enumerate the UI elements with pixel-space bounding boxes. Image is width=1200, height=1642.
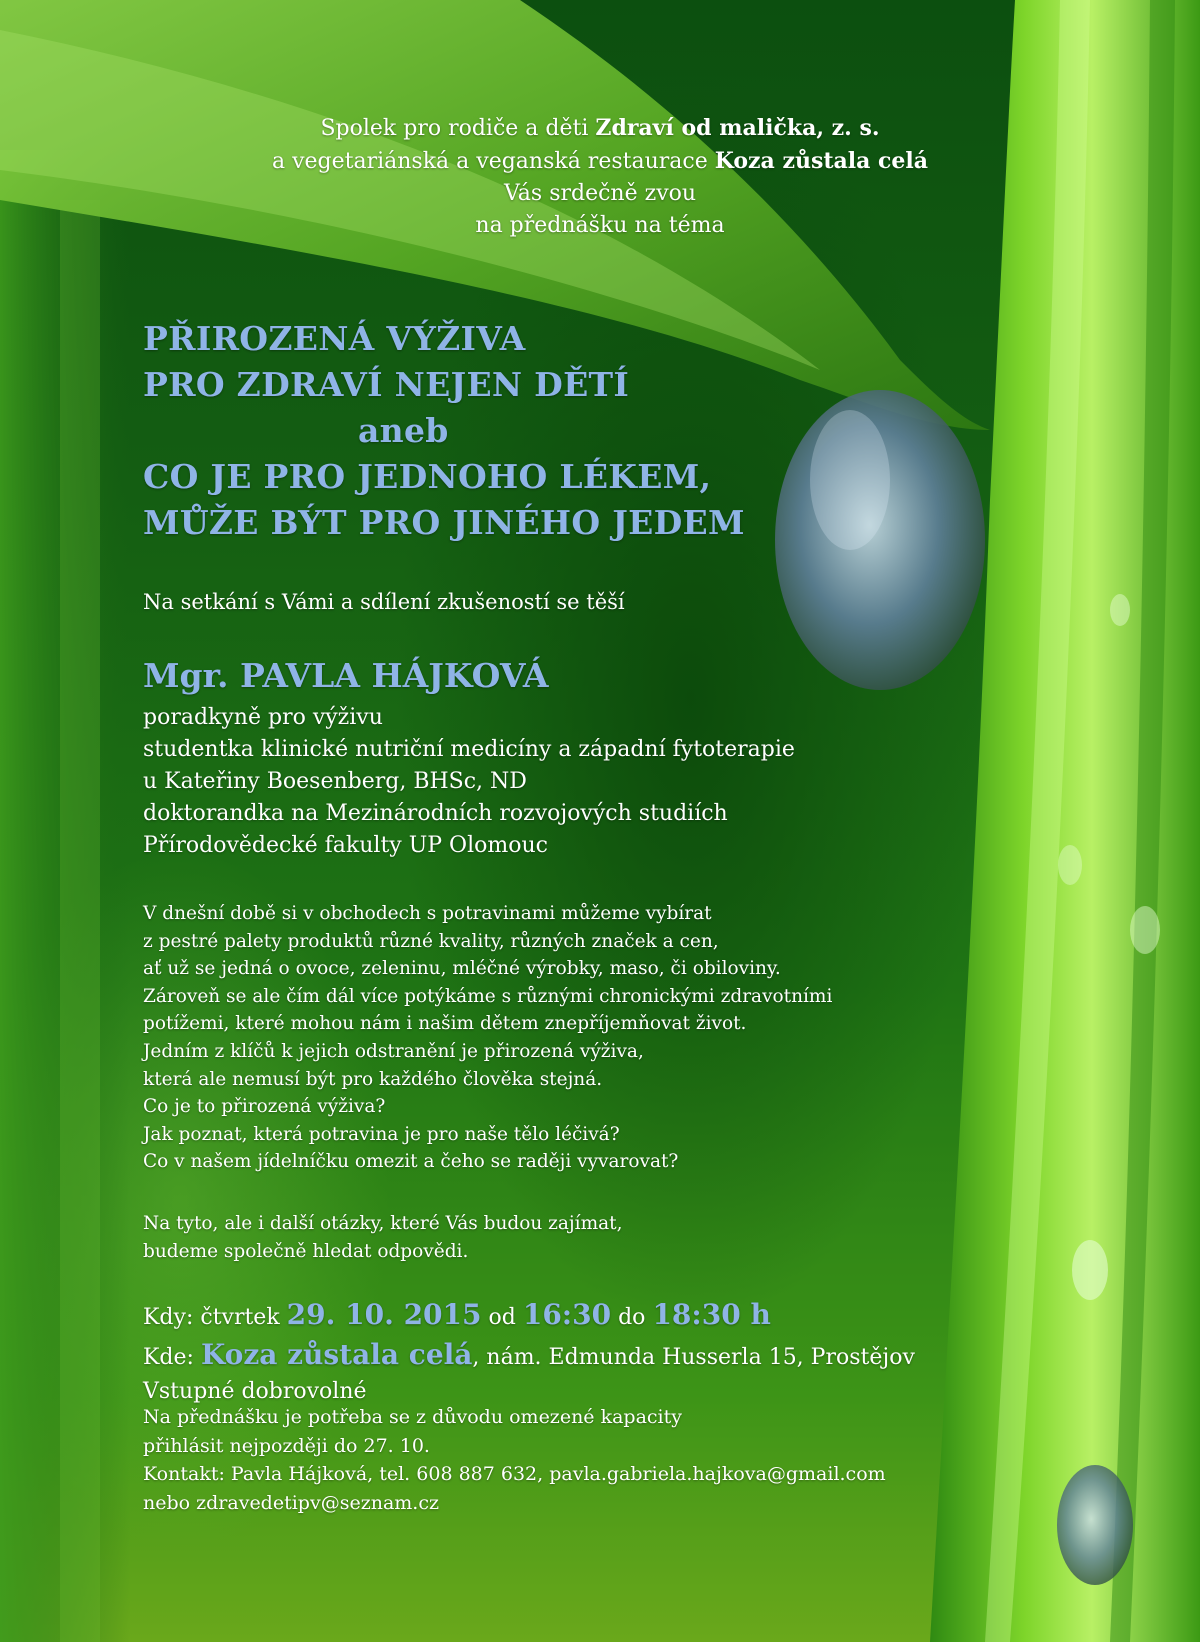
title-line-aneb: aneb [358, 411, 449, 450]
title-line: PRO ZDRAVÍ NEJEN DĚTÍ [143, 365, 630, 404]
event-address: , nám. Edmunda Husserla 15, Prostějov [472, 1345, 915, 1370]
speaker-name: Mgr. PAVLA HÁJKOVÁ [143, 656, 549, 695]
credential-line: studentka klinické nutriční medicíny a západní fytoterapie [143, 737, 795, 762]
credential-line: doktorandka na Mezinárodních rozvojových studiích [143, 801, 728, 826]
intro-line-2 [0, 145, 1200, 178]
event-when: Kdy: čtvrtek 29. 10. 2015 od 16:30 do 18:30 h [143, 1298, 771, 1331]
description-line: která ale nemusí být pro každého člověka stejná. [143, 1068, 603, 1090]
description-line: budeme společně hledat odpovědi. [143, 1240, 469, 1262]
intro-text: Spolek pro rodiče a děti [320, 116, 596, 141]
event-end-time: 18:30 h [652, 1298, 771, 1331]
title-line: PŘIROZENÁ VÝŽIVA [143, 319, 526, 358]
description-line: ať už se jedná o ovoce, zeleninu, mléčné výrobky, maso, či obiloviny. [143, 958, 781, 980]
entry-fee-note: Vstupné dobrovolné [143, 1379, 367, 1404]
description-line: Zároveň se ale čím dál více potýkáme s různými chronickými zdravotními [143, 985, 833, 1007]
info-line: přihlásit nejpozději do 27. 10. [143, 1434, 430, 1457]
intro-line-3: Vás srdečně zvou [503, 181, 697, 206]
organizer-name: Zdraví od malička, z. s. [595, 115, 880, 141]
credential-line: Přírodovědecké fakulty UP Olomouc [143, 833, 548, 858]
restaurant-name: Koza zůstala celá [714, 148, 929, 174]
lecture-title [143, 316, 745, 546]
description-line: Co v našem jídelníčku omezit a čeho se raději vyvarovat? [143, 1151, 679, 1173]
intro-text: a vegetariánská a veganská restaurace [271, 149, 715, 174]
contact-line: nebo zdravedetipv@seznam.cz [143, 1491, 439, 1514]
description-line: potížemi, které mohou nám i našim dětem znepříjemňovat život. [143, 1013, 747, 1035]
event-details [143, 1295, 915, 1409]
intro-block [0, 112, 1200, 242]
registration-info [143, 1403, 886, 1517]
title-line: CO JE PRO JEDNOHO LÉKEM, [143, 457, 712, 496]
event-start-time: 16:30 [522, 1298, 612, 1331]
credential-line: u Kateřiny Boesenberg, BHSc, ND [143, 769, 527, 794]
lead-sentence: Na setkání s Vámi a sdílení zkušeností se těší [143, 590, 625, 614]
credential-line: poradkyně pro výživu [143, 705, 383, 730]
small-water-drop [1057, 1465, 1133, 1585]
intro-line-1 [0, 112, 1200, 145]
description-paragraph-2 [143, 1210, 622, 1265]
contact-line: Kontakt: Pavla Hájková, tel. 608 887 632, pavla.gabriela.hajkova@gmail.com [143, 1463, 886, 1485]
title-line: MŮŽE BÝT PRO JINÉHO JEDEM [143, 503, 745, 542]
speaker-credentials [143, 702, 795, 862]
description-line: Jak poznat, která potravina je pro naše tělo léčivá? [143, 1123, 620, 1145]
description-line: V dnešní době si v obchodech s potravinami můžeme vybírat [143, 903, 712, 924]
description-paragraph-1 [143, 900, 832, 1176]
intro-line-4: na přednášku na téma [475, 213, 725, 238]
event-where: Kde: Koza zůstala celá, nám. Edmunda Husserla 15, Prostějov [143, 1338, 915, 1371]
event-venue: Koza zůstala celá [200, 1338, 473, 1371]
description-line: z pestré palety produktů různé kvality, různých značek a cen, [143, 930, 719, 952]
description-line: Na tyto, ale i další otázky, které Vás budou zajímat, [143, 1213, 623, 1234]
event-date: 29. 10. 2015 [286, 1298, 482, 1331]
description-line: Co je to přirozená výživa? [143, 1096, 386, 1118]
description-line: Jedním z klíčů k jejich odstranění je přirozená výživa, [143, 1040, 644, 1062]
info-line: Na přednášku je potřeba se z důvodu omezené kapacity [143, 1406, 683, 1428]
